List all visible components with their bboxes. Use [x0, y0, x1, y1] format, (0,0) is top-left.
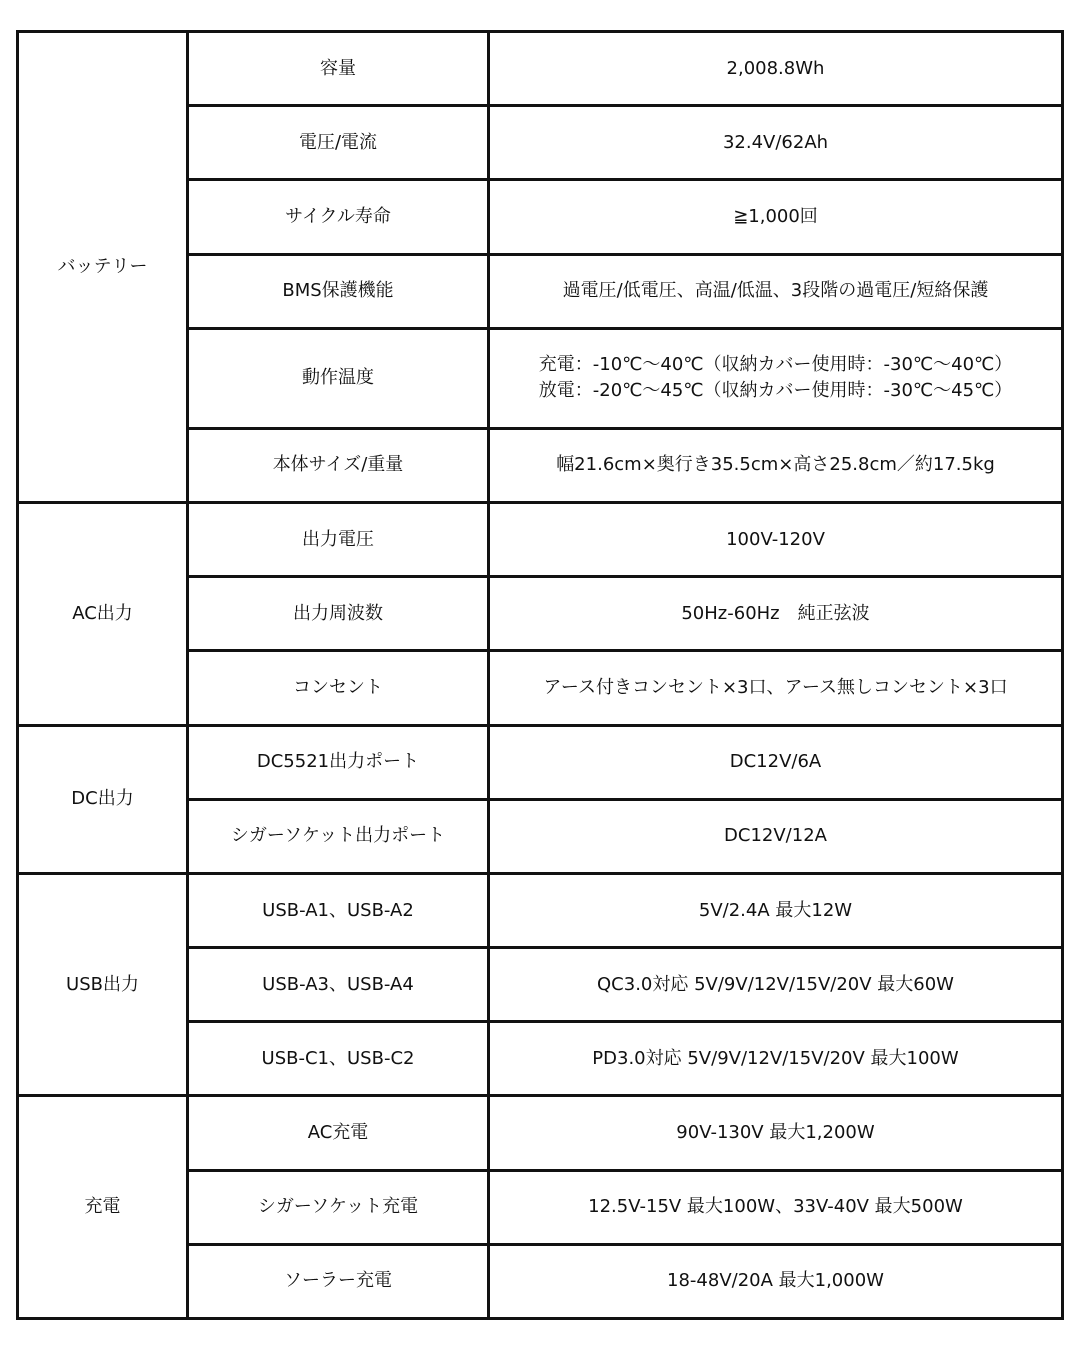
- spec-value-cell: [489, 799, 1063, 873]
- spec-label-cell: [188, 1022, 489, 1096]
- spec-value: 100V-120V: [726, 528, 825, 550]
- table-row: [18, 503, 1063, 577]
- spec-label-cell: [188, 1244, 489, 1318]
- group-cell: [18, 873, 188, 1096]
- spec-value: 50Hz-60Hz 純正弦波: [681, 602, 870, 624]
- spec-label: シガーソケット充電: [257, 1196, 419, 1218]
- group-name: バッテリー: [57, 256, 148, 278]
- group-cell: [18, 32, 188, 503]
- spec-label-cell: [188, 254, 489, 328]
- table-row: [18, 1096, 1063, 1170]
- table-row: [18, 32, 1063, 106]
- spec-value: 2,008.8Wh: [726, 57, 825, 79]
- spec-label-cell: [188, 328, 489, 428]
- spec-value-cell: [489, 428, 1063, 502]
- spec-label-cell: [188, 106, 489, 180]
- spec-value-cell: [489, 725, 1063, 799]
- group-name: USB出力: [66, 973, 139, 995]
- spec-value: 90V-130V 最大1,200W: [676, 1122, 875, 1144]
- spec-label-cell: [188, 799, 489, 873]
- spec-label: 本体サイズ/重量: [272, 454, 404, 476]
- spec-label: ソーラー充電: [284, 1270, 392, 1292]
- spec-label-cell: [188, 1170, 489, 1244]
- spec-value-cell: [489, 651, 1063, 725]
- spec-label-cell: [188, 725, 489, 799]
- spec-value-cell: [489, 180, 1063, 254]
- spec-value-cell: [489, 873, 1063, 947]
- spec-value: 過電圧/低電圧、高温/低温、3段階の過電圧/短絡保護: [562, 280, 989, 302]
- spec-table-body: [18, 32, 1063, 1319]
- spec-value-cell: [489, 948, 1063, 1022]
- spec-value-cell: [489, 106, 1063, 180]
- spec-value: PD3.0対応 5V/9V/12V/15V/20V 最大100W: [592, 1047, 959, 1069]
- spec-label: サイクル寿命: [285, 205, 391, 227]
- spec-value: 12.5V-15V 最大100W、33V-40V 最大500W: [588, 1196, 963, 1218]
- table-row: [18, 873, 1063, 947]
- spec-label: USB-A3、USB-A4: [262, 973, 414, 995]
- spec-value: 18-48V/20A 最大1,000W: [667, 1270, 884, 1292]
- spec-value-cell: [489, 254, 1063, 328]
- spec-label-cell: [188, 577, 489, 651]
- spec-value: DC12V/6A: [729, 751, 822, 773]
- spec-label-cell: [188, 428, 489, 502]
- spec-value-cell: [489, 1022, 1063, 1096]
- spec-label-cell: [188, 1096, 489, 1170]
- spec-label: 出力周波数: [293, 602, 383, 624]
- spec-value-cell: [489, 328, 1063, 428]
- spec-label-cell: [188, 180, 489, 254]
- spec-value: 32.4V/62Ah: [722, 131, 829, 153]
- spec-value-cell: [489, 503, 1063, 577]
- group-name: DC出力: [71, 788, 134, 810]
- spec-label: USB-A1、USB-A2: [262, 899, 414, 921]
- spec-value-cell: [489, 577, 1063, 651]
- spec-value: ≧1,000回: [733, 205, 818, 227]
- spec-value: 放電：-20℃〜45℃（収納カバー使用時：-30℃〜45℃）: [538, 380, 1013, 402]
- spec-label-cell: [188, 503, 489, 577]
- spec-label-cell: [188, 873, 489, 947]
- spec-value: 幅21.6cm×奥行き35.5cm×高さ25.8cm／約17.5kg: [556, 454, 995, 476]
- spec-label: 出力電圧: [302, 528, 374, 550]
- spec-value: 充電：-10℃〜40℃（収納カバー使用時：-30℃〜40℃）: [538, 354, 1013, 376]
- group-cell: [18, 1096, 188, 1319]
- spec-label: AC充電: [307, 1122, 369, 1144]
- spec-value: 5V/2.4A 最大12W: [698, 899, 853, 921]
- spec-value: DC12V/12A: [724, 825, 827, 847]
- spec-label-cell: [188, 948, 489, 1022]
- spec-label-cell: [188, 32, 489, 106]
- group-cell: [18, 503, 188, 726]
- group-cell: [18, 725, 188, 873]
- spec-label: 容量: [320, 57, 356, 79]
- spec-label: 動作温度: [302, 367, 374, 389]
- spec-value-cell: [489, 1244, 1063, 1318]
- group-name: AC出力: [72, 602, 133, 624]
- spec-value: アース付きコンセント×3口、アース無しコンセント×3口: [543, 677, 1008, 698]
- group-name: 充電: [84, 1196, 121, 1218]
- spec-label-cell: [188, 651, 489, 725]
- spec-label: 電圧/電流: [298, 131, 378, 153]
- spec-value-cell: [489, 32, 1063, 106]
- spec-value-cell: [489, 1170, 1063, 1244]
- spec-table: [16, 30, 1064, 1320]
- spec-label: DC5521出力ポート: [256, 751, 420, 773]
- spec-value: QC3.0対応 5V/9V/12V/15V/20V 最大60W: [597, 973, 954, 995]
- spec-value-cell: [489, 1096, 1063, 1170]
- table-row: [18, 725, 1063, 799]
- spec-label: コンセント: [293, 677, 383, 698]
- spec-label: BMS保護機能: [282, 280, 394, 302]
- spec-label: シガーソケット出力ポート: [230, 825, 446, 847]
- spec-label: USB-C1、USB-C2: [261, 1047, 415, 1069]
